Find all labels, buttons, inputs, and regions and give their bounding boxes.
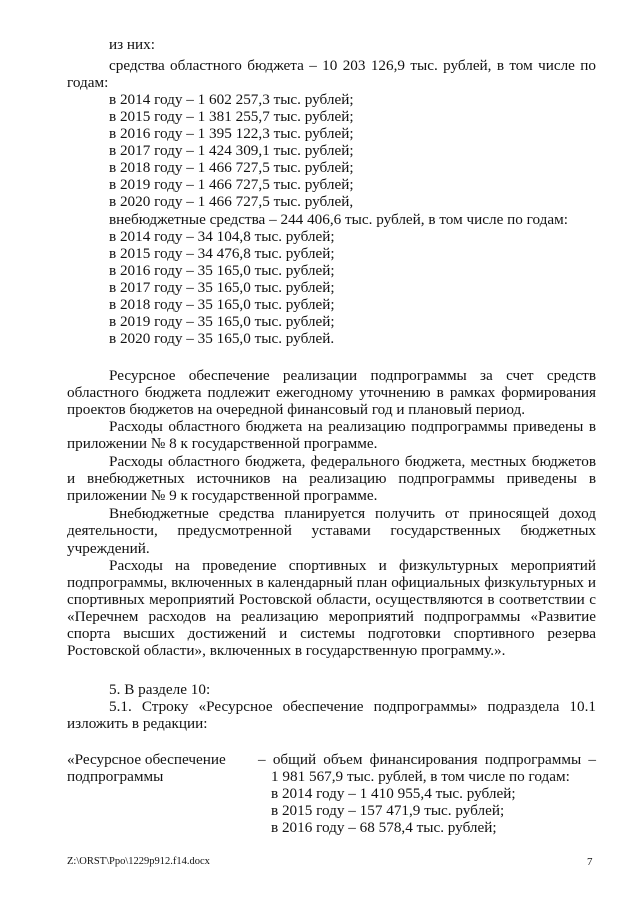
text-line: из них: xyxy=(109,36,155,53)
text-line: областного бюджета подлежит ежегодному уточнению в рамках формирования xyxy=(67,384,596,401)
table-left-cell-line: подпрограммы xyxy=(67,768,164,785)
text-line: изложить в редакции: xyxy=(67,715,208,732)
year-amount-line: в 2017 году – 1 424 309,1 тыс. рублей; xyxy=(109,142,354,159)
year-amount-line: в 2019 году – 35 165,0 тыс. рублей; xyxy=(109,313,335,330)
year-amount-line: в 2014 году – 34 104,8 тыс. рублей; xyxy=(109,228,335,245)
year-amount-line: в 2016 году – 68 578,4 тыс. рублей; xyxy=(271,819,497,836)
footer-file-path: Z:\ORST\Ppo\1229p912.f14.docx xyxy=(67,856,210,867)
text-line: средства областного бюджета – 10 203 126,9 тыс. рублей, в том числе по xyxy=(109,57,596,74)
text-line: приложении № 8 к государственной программе. xyxy=(67,435,378,452)
year-amount-line: в 2015 году – 1 381 255,7 тыс. рублей; xyxy=(109,108,354,125)
text-line: годам: xyxy=(67,74,109,91)
text-line: внебюджетные средства – 244 406,6 тыс. рублей, в том числе по годам: xyxy=(109,211,568,228)
year-amount-line: в 2019 году – 1 466 727,5 тыс. рублей; xyxy=(109,176,354,193)
text-line: деятельности, предусмотренной уставами государственных бюджетных xyxy=(67,522,596,539)
year-amount-line: в 2015 году – 157 471,9 тыс. рублей; xyxy=(271,802,505,819)
text-line: учреждений. xyxy=(67,540,150,557)
section-heading: 5. В разделе 10: xyxy=(109,681,211,698)
text-line: Внебюджетные средства планируется получить от приносящей доход xyxy=(109,505,596,522)
year-amount-line: в 2016 году – 35 165,0 тыс. рублей; xyxy=(109,262,335,279)
table-left-cell-line: «Ресурсное обеспечение xyxy=(67,751,226,768)
year-amount-line: в 2016 году – 1 395 122,3 тыс. рублей; xyxy=(109,125,354,142)
year-amount-line: в 2014 году – 1 410 955,4 тыс. рублей; xyxy=(271,785,516,802)
text-line: Расходы областного бюджета, федерального бюджета, местных бюджетов xyxy=(109,453,596,470)
year-amount-line: в 2020 году – 1 466 727,5 тыс. рублей, xyxy=(109,193,354,210)
table-right-cell-line: 1 981 567,9 тыс. рублей, в том числе по годам: xyxy=(271,768,570,785)
text-line: спорта высших достижений и системы подготовки спортивного резерва xyxy=(67,625,596,642)
text-line: подпрограммы, включенных в календарный план официальных физкультурных и xyxy=(67,574,596,591)
text-line: спортивных мероприятий Ростовской области, осуществляются в соответствии с xyxy=(67,591,596,608)
table-right-cell-line: – общий объем финансирования подпрограммы – xyxy=(258,751,596,768)
page-number: 7 xyxy=(587,856,593,868)
text-line: 5.1. Строку «Ресурсное обеспечение подпрограммы» подраздела 10.1 xyxy=(109,698,596,715)
text-line: и внебюджетных источников на реализацию подпрограммы приведены в xyxy=(67,470,596,487)
year-amount-line: в 2014 году – 1 602 257,3 тыс. рублей; xyxy=(109,91,354,108)
text-line: Ресурсное обеспечение реализации подпрограммы за счет средств xyxy=(109,367,596,384)
year-amount-line: в 2015 году – 34 476,8 тыс. рублей; xyxy=(109,245,335,262)
text-line: проектов бюджетов на очередной финансовый год и плановый период. xyxy=(67,401,526,418)
year-amount-line: в 2018 году – 1 466 727,5 тыс. рублей; xyxy=(109,159,354,176)
text-line: приложении № 9 к государственной программе. xyxy=(67,487,378,504)
text-line: Ростовской области», включенных в государственную программу.». xyxy=(67,642,506,659)
text-line: Расходы областного бюджета на реализацию подпрограммы приведены в xyxy=(109,418,596,435)
year-amount-line: в 2017 году – 35 165,0 тыс. рублей; xyxy=(109,279,335,296)
text-line: Расходы на проведение спортивных и физкультурных мероприятий xyxy=(109,557,596,574)
year-amount-line: в 2020 году – 35 165,0 тыс. рублей. xyxy=(109,330,335,347)
year-amount-line: в 2018 году – 35 165,0 тыс. рублей; xyxy=(109,296,335,313)
text-line: «Перечнем расходов на реализацию мероприятий подпрограммы «Развитие xyxy=(67,608,596,625)
